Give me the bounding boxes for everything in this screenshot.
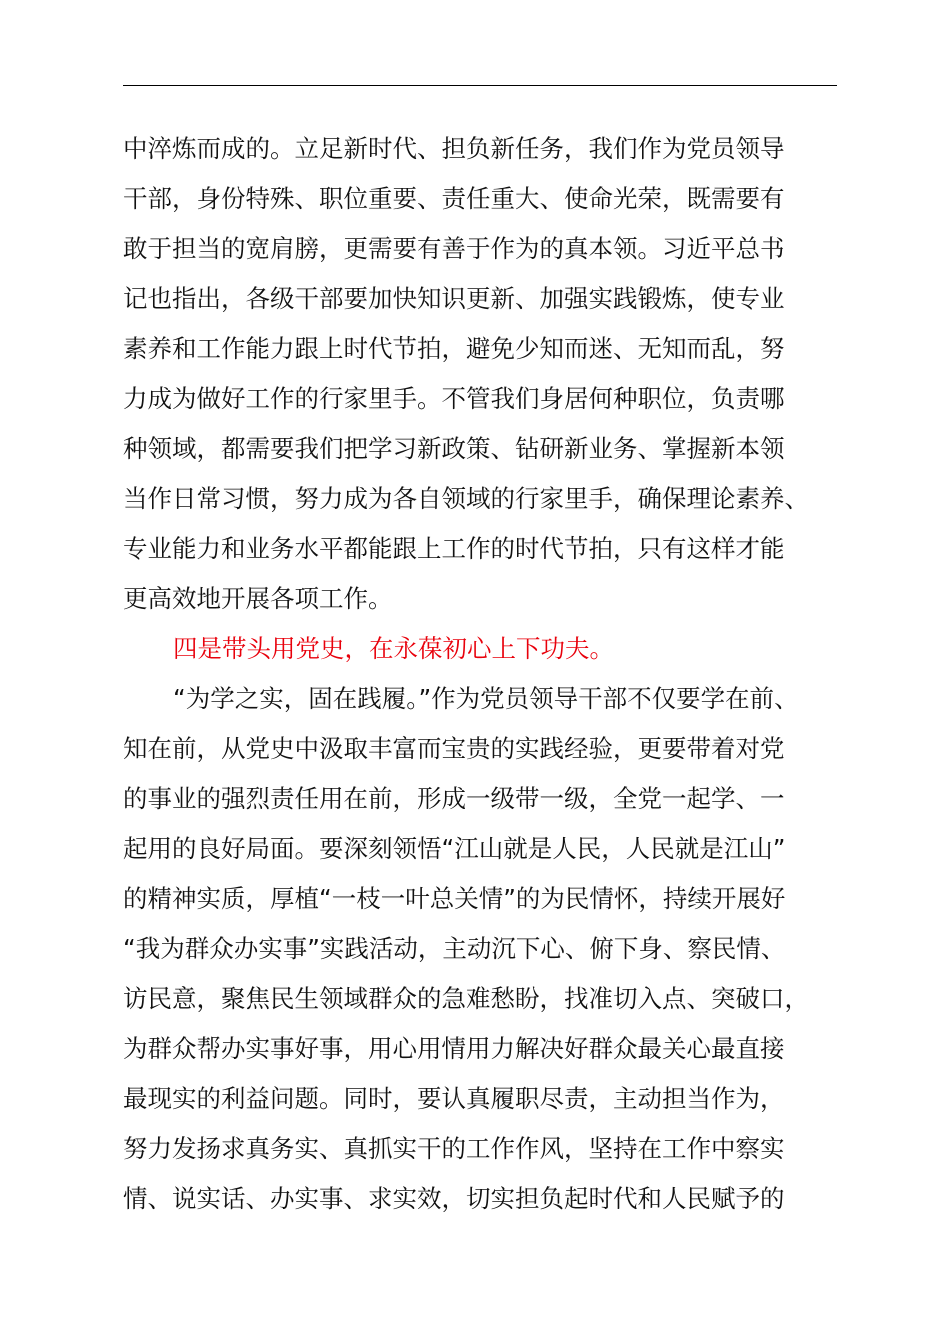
text-line: 的精神实质，厚植“一枝一叶总关情”的为民情怀，持续开展好 [123,884,786,913]
text-line: “我为群众办实事”实践活动，主动沉下心、俯下身、察民情、 [123,934,786,963]
paragraph-first-line: “为学之实，固在践履。”作为党员领导干部不仅要学在前、 [173,684,799,713]
text-line: 更高效地开展各项工作。 [123,584,393,613]
text-line: 当作日常习惯，努力成为各自领域的行家里手，确保理论素养、 [123,484,809,513]
text-line: 知在前，从党史中汲取丰富而宝贵的实践经验，更要带着对党 [123,734,785,763]
document-body [123,124,837,1224]
text-line: 为群众帮办实事好事，用心用情用力解决好群众最关心最直接 [123,1034,785,1063]
text-line: 访民意，聚焦民生领域群众的急难愁盼，找准切入点、突破口， [123,984,809,1013]
text-line: 敢于担当的宽肩膀，更需要有善于作为的真本领。习近平总书 [123,234,785,263]
text-line: 干部，身份特殊、职位重要、责任重大、使命光荣，既需要有 [123,184,785,213]
text-line: 中淬炼而成的。立足新时代、担负新任务，我们作为党员领导 [123,134,785,163]
section-heading: 四是带头用党史，在永葆初心上下功夫。 [173,634,614,663]
text-line: 起用的良好局面。要深刻领悟“江山就是人民，人民就是江山” [123,834,786,863]
text-line: 种领域，都需要我们把学习新政策、钻研新业务、掌握新本领 [123,434,785,463]
text-line: 最现实的利益问题。同时，要认真履职尽责，主动担当作为， [123,1084,785,1113]
text-line: 记也指出，各级干部要加快知识更新、加强实践锻炼，使专业 [123,284,785,313]
text-line: 力成为做好工作的行家里手。不管我们身居何种职位，负责哪 [123,384,785,413]
text-line: 的事业的强烈责任用在前，形成一级带一级，全党一起学、一 [123,784,785,813]
text-line: 努力发扬求真务实、真抓实干的工作作风，坚持在工作中察实 [123,1134,785,1163]
text-line: 情、说实话、办实事、求实效，切实担负起时代和人民赋予的 [123,1184,785,1213]
text-line: 素养和工作能力跟上时代节拍，避免少知而迷、无知而乱，努 [123,334,785,363]
header-rule [123,85,837,86]
text-line: 专业能力和业务水平都能跟上工作的时代节拍，只有这样才能 [123,534,785,563]
